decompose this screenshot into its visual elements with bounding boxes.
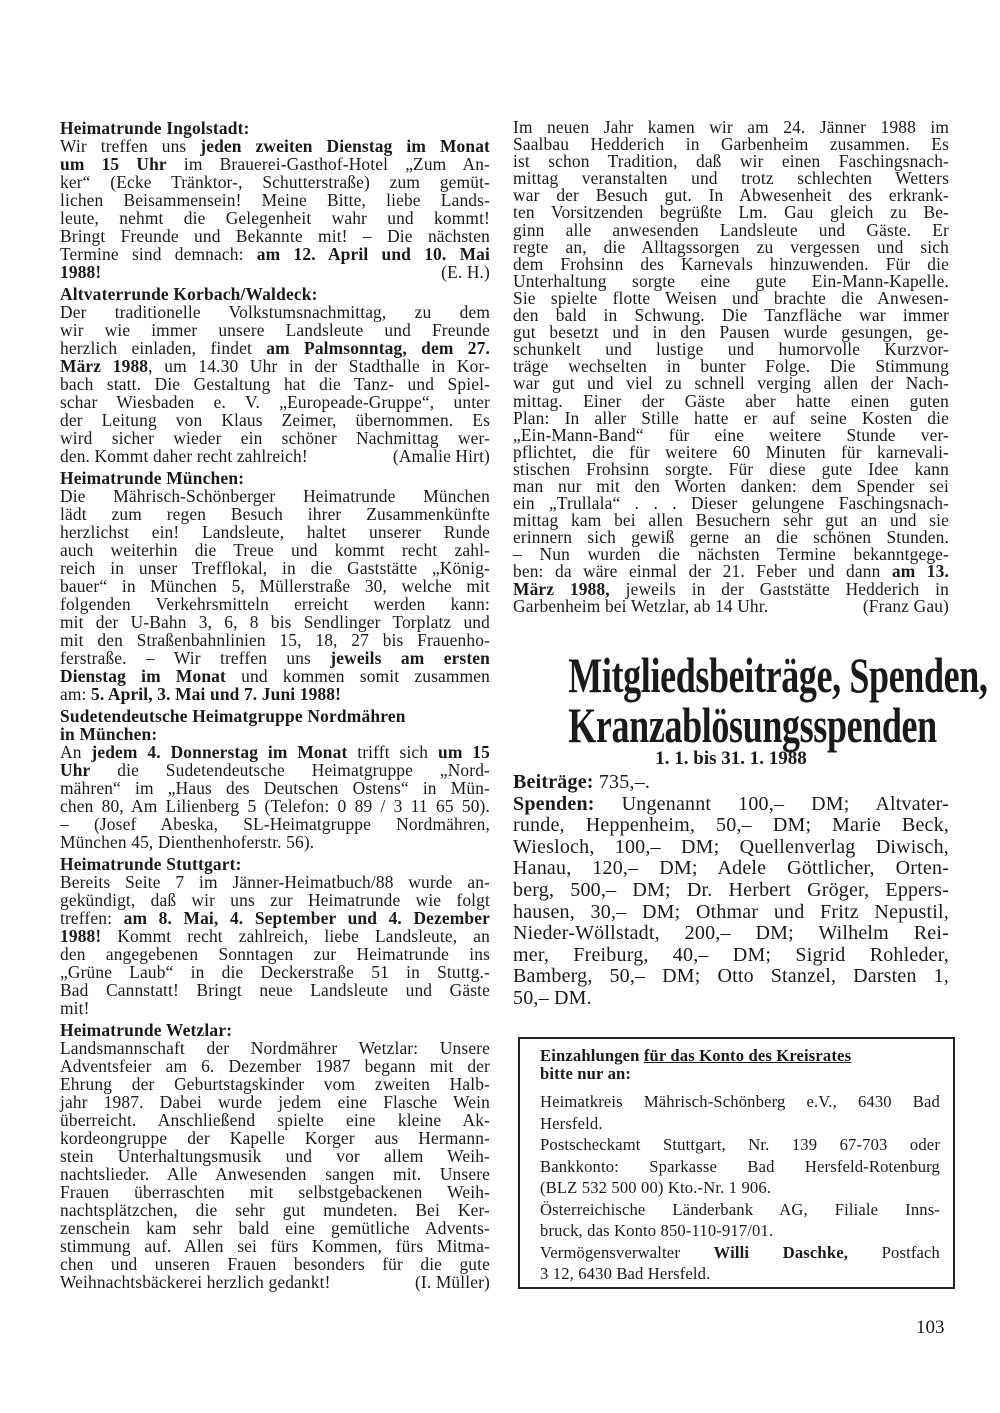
text: stein Unterhaltungsmusik und vor allem Weih-: [60, 1146, 490, 1166]
payment-info-content: [540, 1047, 940, 1285]
text: Österreichische Länderbank AG, Filiale Inns-: [540, 1199, 940, 1219]
text-line: [60, 227, 490, 245]
bold-text: März 1988,: [513, 578, 610, 599]
text: Hanau, 120,– DM; Adele Göttlicher, Orten-: [513, 857, 949, 880]
text: mit den Straßenbahnlinien 15, 18, 27 bis Frauenho-: [60, 630, 490, 650]
text: 50,– DM.: [513, 986, 592, 1009]
text-line: [60, 891, 490, 909]
bold-text: am 13.: [891, 561, 949, 582]
text-line: [540, 1242, 940, 1264]
text-line: [60, 649, 490, 667]
text-line: [60, 1039, 490, 1057]
text: An: [60, 742, 92, 762]
text: im Brauerei-Gasthof-Hotel „Zum An-: [166, 154, 490, 174]
section: [60, 855, 490, 1017]
text: Wir treffen uns: [60, 136, 201, 156]
text-line: [60, 1147, 490, 1165]
section: [60, 285, 490, 465]
text-line: [60, 559, 490, 577]
text: jahr 1987. Dabei wurde jedem eine Flasche Wein: [60, 1092, 490, 1112]
text: „Grüne Laub“ in die Deckerstraße 51 in Stuttg.-: [60, 962, 490, 982]
text: Saalbau Hedderich in Garbenheim zusammen. Es: [513, 134, 949, 155]
text: Ungenannt 100,– DM; Altvater-: [594, 792, 949, 815]
text-line: [60, 487, 490, 505]
text: bruck, das Konto 850-110-917/01.: [540, 1221, 774, 1240]
text-line: [513, 966, 949, 988]
text: mit der U-Bahn 3, 6, 8 bis Sendlinger Torplatz und: [60, 612, 490, 632]
text: ferstraße. – Wir treffen uns: [60, 648, 331, 668]
text-line: [60, 761, 490, 779]
text: 735,–.: [593, 771, 651, 793]
text: Heimatkreis Mährisch-Schönberg e.V., 6430 Bad: [540, 1092, 940, 1111]
text: Nieder-Wöllstadt, 200,– DM; Wilhelm Rei-: [513, 922, 949, 945]
bold-text: Dienstag im Monat: [60, 666, 226, 686]
text: gut besetzt und in den Pausen wurde gesungen, ge-: [513, 322, 949, 343]
text-line: [540, 1199, 940, 1221]
text: den angegebenen Sonntagen zur Heimatrunde ins: [60, 944, 490, 964]
bold-text: Einzahlungen: [540, 1046, 644, 1065]
text: ist schon Tradition, daß wir einen Faschingsnach-: [513, 151, 949, 172]
text: die Sudetendeutsche Heimatgruppe „Nord-: [90, 760, 490, 780]
text: pflichtet, die für weitere 60 Minuten für karnevali-: [513, 441, 949, 462]
text: Unterhaltung sorgte eine gute Ein-Mann-Kapelle.: [513, 270, 949, 291]
bold-text: am 8. Mai, 4. September und 4. Dezember: [123, 908, 490, 928]
text-line: [60, 155, 490, 173]
text: stimmung auf. Allen sei fürs Kommen, fürs Mitma-: [60, 1236, 490, 1256]
text-line: [513, 880, 949, 902]
text-line: [513, 772, 949, 794]
text-line: [60, 685, 490, 703]
text: gekündigt, daß wir uns zur Heimatrunde wie folgt: [60, 890, 490, 910]
text-line: [60, 779, 490, 797]
text-line: [540, 1047, 940, 1065]
text: Plan: In aller Stille hatte er auf seine Kosten die: [513, 407, 949, 428]
bold-text: 1988!: [60, 262, 102, 282]
donations-list: [513, 772, 949, 1010]
bold-text: bitte nur an:: [540, 1064, 632, 1083]
section-heading: Heimatrunde Ingolstadt:: [60, 118, 250, 138]
text: Postscheckamt Stuttgart, Nr. 139 67-703 oder: [540, 1135, 940, 1154]
donations-period: 1. 1. bis 31. 1. 1988: [655, 748, 807, 769]
text-line: [513, 595, 949, 616]
section-heading: Altvaterrunde Korbach/Waldeck:: [60, 284, 318, 304]
text: ten Vorsitzenden begrüßte Lm. Gau gleich zu Be-: [513, 202, 949, 223]
text-line: [60, 375, 490, 393]
text-line: [60, 523, 490, 541]
text: Kommt recht zahlreich, liebe Landsleute, an: [101, 926, 490, 946]
text-line: [60, 505, 490, 523]
text-line: [60, 303, 490, 321]
text: herzlich einladen, findet: [60, 338, 267, 358]
text-line: [60, 927, 490, 945]
text: Bad Cannstatt! Bringt neue Landsleute und Gäste: [60, 980, 490, 1000]
attribution: (Amalie Hirt): [392, 446, 490, 466]
text-line: [540, 1156, 940, 1178]
text: (BLZ 532 500 00) Kto.-Nr. 1 906.: [540, 1178, 772, 1197]
text: Weihnachtsbäckerei herzlich gedankt!: [60, 1272, 331, 1292]
text: ben: da wäre einmal der 21. Feber und dann: [513, 561, 892, 582]
text-line: [60, 963, 490, 981]
text-line: [60, 743, 490, 761]
text: reich in unser Trefflokal, in die Gaststätte „König-: [60, 558, 490, 578]
text-line: [60, 393, 490, 411]
spacer: [540, 1083, 940, 1091]
section-heading: in München:: [60, 724, 158, 744]
text-line: [60, 1093, 490, 1111]
text-line: [60, 1201, 490, 1219]
text: Bamberg, 50,– DM; Otto Stanzel, Darsten 1,: [513, 965, 949, 988]
text: lädt zum regen Besuch ihrer Zusammenkünfte: [60, 504, 490, 524]
text-line: [60, 541, 490, 559]
text: schunkelt und lustige und humorvolle Kurzvor-: [513, 339, 949, 360]
text: Bringt Freunde und Bekannte mit! – Die nächsten: [60, 226, 490, 246]
text: treffen:: [60, 908, 124, 928]
text-line: [60, 1129, 490, 1147]
section-heading: Sudetendeutsche Heimatgruppe Nordmähren: [60, 706, 406, 726]
page-number: 103: [916, 1317, 945, 1338]
text-line: [60, 1111, 490, 1129]
bold-text: am Palmsonntag, dem 27.: [266, 338, 490, 358]
text: berg, 500,– DM; Dr. Herbert Gröger, Eppers-: [513, 878, 949, 901]
text: überreicht. Anschließend spielte eine kleine Ak-: [60, 1110, 490, 1130]
bold-text: um 15: [438, 742, 490, 762]
text: Ehrung der Geburtstagskinder vom zweiten Halb-: [60, 1074, 490, 1094]
text: war der Besuch gut. In Abwesenheit des erkrank-: [513, 185, 949, 206]
text-line: [513, 902, 949, 924]
text-line: [60, 631, 490, 649]
bold-text: um 15 Uhr: [60, 154, 167, 174]
text: Bereits Seite 7 im Jänner-Heimatbuch/88 wurde an-: [60, 872, 490, 892]
bold-text: März 1988: [60, 356, 149, 376]
text-line: [60, 245, 490, 263]
text-line: [513, 794, 949, 816]
donations-headline: [505, 647, 988, 753]
text-line: [60, 577, 490, 595]
text-line: [513, 858, 949, 880]
text: „Ein-Mann-Band“ für eine weitere Stunde ver-: [513, 424, 949, 445]
text: herzlichst ein! Landsleute, haltet unserer Runde: [60, 522, 490, 542]
text: runde, Heppenheim, 50,– DM; Marie Beck,: [513, 814, 949, 837]
text: mähren“ im „Haus des Deutschen Ostens“ in Mün-: [60, 778, 490, 798]
text: ker“ (Ecke Tränktor-, Schutterstraße) zum gemüt-: [60, 172, 490, 192]
text: bach statt. Die Gestaltung hat die Tanz- und Spiel-: [60, 374, 490, 394]
bold-text: jedem 4. Donnerstag im Monat: [91, 742, 348, 762]
text: Bankkonto: Sparkasse Bad Hersfeld-Rotenburg: [540, 1156, 940, 1176]
text: Der traditionelle Volkstumsnachmittag, zu dem: [60, 302, 490, 322]
text-line: [540, 1091, 940, 1113]
text: chen und unseren Frauen besonders für die gute: [60, 1254, 490, 1274]
text-line: [60, 909, 490, 927]
text: träge wechselten in bunter Folge. Die Stimmung: [513, 356, 949, 377]
text: am:: [60, 684, 92, 704]
text: und kommen somit zusammen: [225, 666, 490, 686]
bold-text: Spenden:: [513, 792, 595, 815]
text: Postfach: [848, 1242, 940, 1262]
text-line: [60, 263, 490, 281]
bold-text: 5. April, 3. Mai und 7. Juni 1988!: [91, 684, 342, 704]
text-line: [60, 191, 490, 209]
text: erinnern sich gewiß gerne an die schönen Stunden.: [513, 527, 949, 548]
text-line: [60, 1165, 490, 1183]
section: [60, 707, 490, 851]
attribution: (I. Müller): [414, 1272, 490, 1292]
text: wir wie immer unsere Landsleute und Freunde: [60, 320, 490, 340]
text: ein „Trullala“ . . . Dieser gelungene Faschingsnach-: [513, 493, 949, 514]
attribution: (Franz Gau): [862, 595, 949, 616]
text-line: [513, 815, 949, 837]
text-line: [60, 429, 490, 447]
text: trifft sich: [347, 742, 438, 762]
text-line: [513, 837, 949, 859]
text: ginn alle anwesenden Landsleute und Gäste. Er: [513, 219, 949, 240]
text: jeweils in der Gaststätte Hedderich in: [609, 578, 949, 599]
text: Vermögensverwalter: [540, 1242, 714, 1262]
text-line: [540, 1113, 940, 1135]
text-line: [540, 1134, 940, 1156]
text-line: [60, 209, 490, 227]
text: Garbenheim bei Wetzlar, ab 14 Uhr.: [513, 595, 769, 616]
text: zenschein kam sehr bald eine gemütliche Advents-: [60, 1218, 490, 1238]
section: [60, 469, 490, 703]
text: Sie spielte flotte Weisen und brachte die Anwesen-: [513, 287, 949, 308]
text-line: [513, 988, 949, 1010]
text: – (Josef Abeska, SL-Heimatgruppe Nordmähren,: [60, 814, 490, 834]
text-line: [60, 173, 490, 191]
text: war gut und viel zu schnell verging allen der Nach-: [513, 373, 949, 394]
text-line: [60, 321, 490, 339]
text: Landsmannschaft der Nordmährer Wetzlar: Unsere: [60, 1038, 490, 1058]
text-line: [60, 667, 490, 685]
text: München 45, Dienthenhoferstr. 56).: [60, 832, 315, 852]
text-line: [60, 447, 490, 465]
headline-line-2: Kranzablösungsspenden: [568, 697, 937, 753]
bold-text: 1988!: [60, 926, 102, 946]
bold-text: für das Konto des Kreisrates: [643, 1046, 852, 1065]
text: , um 14.30 Uhr in der Stadthalle in Kor-: [148, 356, 490, 376]
text: folgenden Verkehrsmitteln erreicht werden kann:: [60, 594, 490, 614]
text-line: [60, 1057, 490, 1075]
text: der Leitung von Klaus Zeimer, übernommen. Es: [60, 410, 490, 430]
text-line: [60, 595, 490, 613]
text: Termine sind demnach:: [60, 244, 257, 264]
bold-text: am 12. April und 10. Mai: [256, 244, 491, 264]
text-line: [60, 613, 490, 631]
text: mittag kam bei allen Besuchern sehr gut an und sie: [513, 510, 949, 531]
text: schar Wiesbaden e. V. „Europeade-Gruppe“, unter: [60, 392, 490, 412]
text-line: [60, 137, 490, 155]
text: kordeongruppe der Kapelle Korger aus Hermann-: [60, 1128, 490, 1148]
text-line: [540, 1220, 940, 1242]
text-line: [60, 815, 490, 833]
text: Im neuen Jahr kamen wir am 24. Jänner 1988 im: [513, 117, 949, 137]
text: den. Kommt daher recht zahlreich!: [60, 446, 308, 466]
headline-line-1: Mitgliedsbeiträge, Spenden,: [568, 647, 988, 703]
text: leute, nehmt die Gelegenheit wahr und kommt!: [60, 208, 490, 228]
text: 3 12, 6430 Bad Hersfeld.: [540, 1264, 711, 1283]
text: nachtsplätzchen, die sehr gut mundeten. Bei Ker-: [60, 1200, 490, 1220]
section: [60, 119, 490, 281]
text: – Nun wurden die nächsten Termine bekanntgege-: [513, 544, 949, 565]
bold-text: Uhr: [60, 760, 91, 780]
text-line: [60, 1255, 490, 1273]
text-line: [60, 797, 490, 815]
text-line: [60, 1183, 490, 1201]
text: Wiesloch, 100,– DM; Quellenverlag Diwisch,: [513, 835, 949, 858]
section: [60, 1021, 490, 1291]
section-heading: Heimatrunde Stuttgart:: [60, 854, 242, 874]
text: bauer“ in München 5, Müllerstraße 30, welche mit: [60, 576, 490, 596]
right-column-article: [513, 119, 949, 615]
text: mittag. Einer der Gäste aber hatte einen guten: [513, 390, 949, 411]
text-line: [513, 945, 949, 967]
text: dem Frohsinn des Karnevals hinzuwenden. Für die: [513, 253, 949, 274]
bold-text: Beiträge:: [513, 771, 594, 793]
text: Adventsfeier am 6. Dezember 1987 begann mit der: [60, 1056, 490, 1076]
text: auch weiterhin die Treue und kommt recht zahl-: [60, 540, 490, 560]
text: mer, Freiburg, 40,– DM; Sigrid Rohleder,: [513, 943, 949, 966]
text: man nur mit den Worten danken: dem Spender sei: [513, 475, 949, 496]
bold-text: Willi Daschke,: [713, 1242, 849, 1262]
text: stischen Frohsinn sorgte. Für diese gute Idee kann: [513, 458, 949, 479]
text: mit!: [60, 998, 90, 1018]
text-line: [60, 339, 490, 357]
text-line: [60, 357, 490, 375]
text-line: [60, 411, 490, 429]
text: Hersfeld.: [540, 1113, 603, 1133]
text-line: [540, 1065, 940, 1083]
text-line: [60, 1273, 490, 1291]
text: wird sicher wieder ein schöner Nachmittag wer-: [60, 428, 490, 448]
text-line: [60, 945, 490, 963]
bold-text: jeden zweiten Dienstag im Monat: [200, 136, 490, 156]
text-line: [60, 1075, 490, 1093]
text-line: [60, 981, 490, 999]
text-line: [60, 873, 490, 891]
text: den bald in Schwung. Die Tanzfläche war immer: [513, 305, 949, 326]
text-line: [60, 1219, 490, 1237]
bold-text: jeweils am ersten: [330, 648, 490, 668]
text: Frauen überraschten mit selbstgebackenen Weih-: [60, 1182, 490, 1202]
text-line: [513, 923, 949, 945]
text: Die Mährisch-Schönberger Heimatrunde München: [60, 486, 490, 506]
text: nachtslieder. Alle Anwesenden sangen mit. Unsere: [60, 1164, 490, 1184]
text: lichen Beisammensein! Meine Bitte, liebe Lands-: [60, 190, 490, 210]
text: mittag veranstalten und trotz schlechten Wetters: [513, 168, 949, 189]
text-line: [60, 833, 490, 851]
text-line: [540, 1177, 940, 1199]
payment-info-box: [518, 1037, 955, 1289]
attribution: (E. H.): [441, 262, 490, 282]
text-line: [60, 1237, 490, 1255]
left-column: [60, 119, 490, 1295]
text: chen 80, Am Lilienberg 5 (Telefon: 0 89 / 3 11 65 50).: [60, 796, 490, 816]
text: hausen, 30,– DM; Othmar und Fritz Nepustil,: [513, 900, 949, 923]
section-heading: Heimatrunde München:: [60, 468, 245, 488]
text-line: [540, 1263, 940, 1285]
text-line: [60, 999, 490, 1017]
text: regte an, die Alltagssorgen zu vergessen und sich: [513, 236, 949, 257]
section-heading: Heimatrunde Wetzlar:: [60, 1020, 233, 1040]
